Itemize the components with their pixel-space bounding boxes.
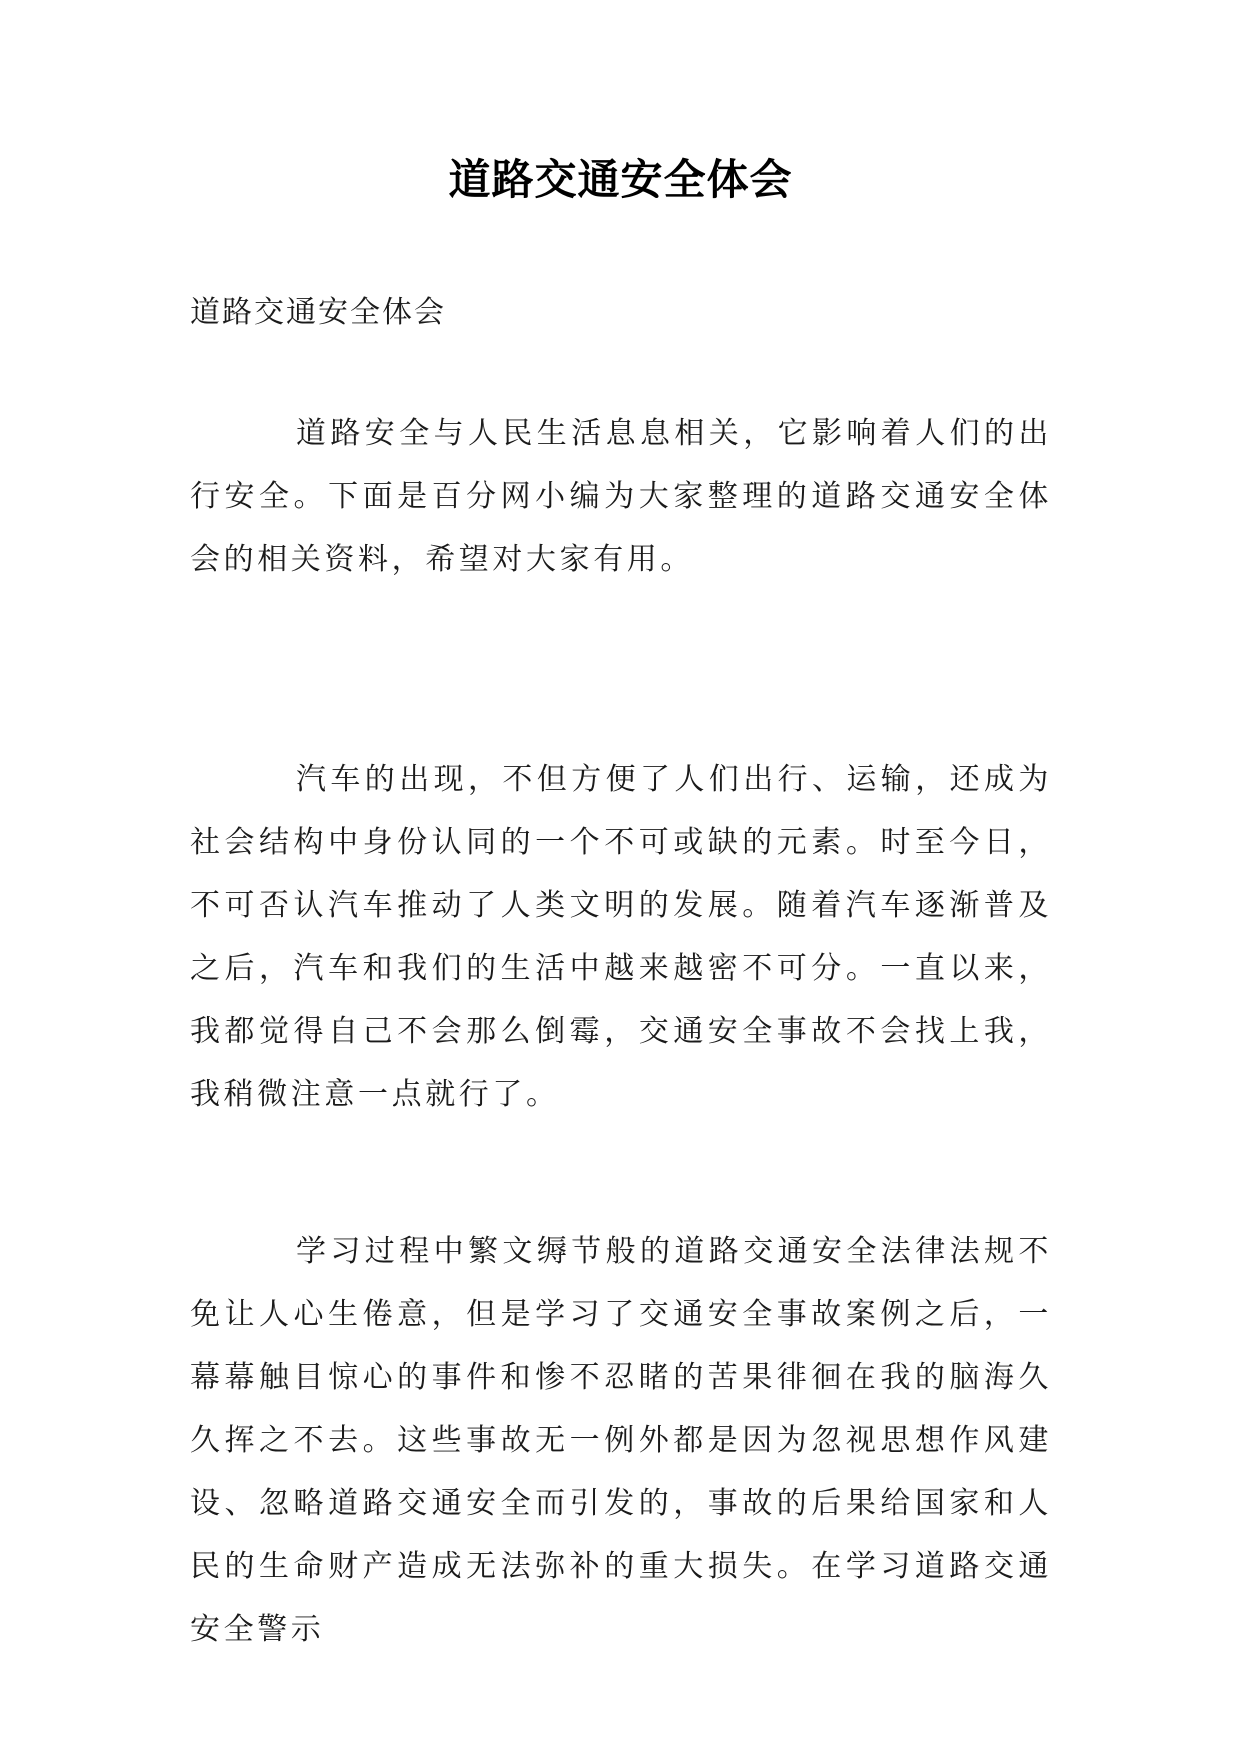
document-subtitle: 道路交通安全体会 — [190, 295, 446, 330]
paragraph-3: 学习过程中繁文缛节般的道路交通安全法律法规不免让人心生倦意，但是学习了交通安全事故案例之后，一幕幕触目惊心的事件和惨不忍睹的苦果徘徊在我的脑海久久挥之不去。这些事故无一例外都是因为忽视思想作风建设、忽略道路交通安全而引发的，事故的后果给国家和人民的生命财产造成无法弥补的重大损失。在学习道路交通安全警示 — [190, 1234, 1052, 1647]
document-title: 道路交通安全体会 — [448, 155, 793, 204]
paragraph-2: 汽车的出现，不但方便了人们出行、运输，还成为社会结构中身份认同的一个不可或缺的元素。时至今日，不可否认汽车推动了人类文明的发展。随着汽车逐渐普及之后，汽车和我们的生活中越来越密不可分。一直以来，我都觉得自己不会那么倒霉，交通安全事故不会找上我，我稍微注意一点就行了。 — [190, 762, 1052, 1112]
paragraph-1: 道路安全与人民生活息息相关，它影响着人们的出行安全。下面是百分网小编为大家整理的道路交通安全体会的相关资料，希望对大家有用。 — [190, 416, 1052, 577]
